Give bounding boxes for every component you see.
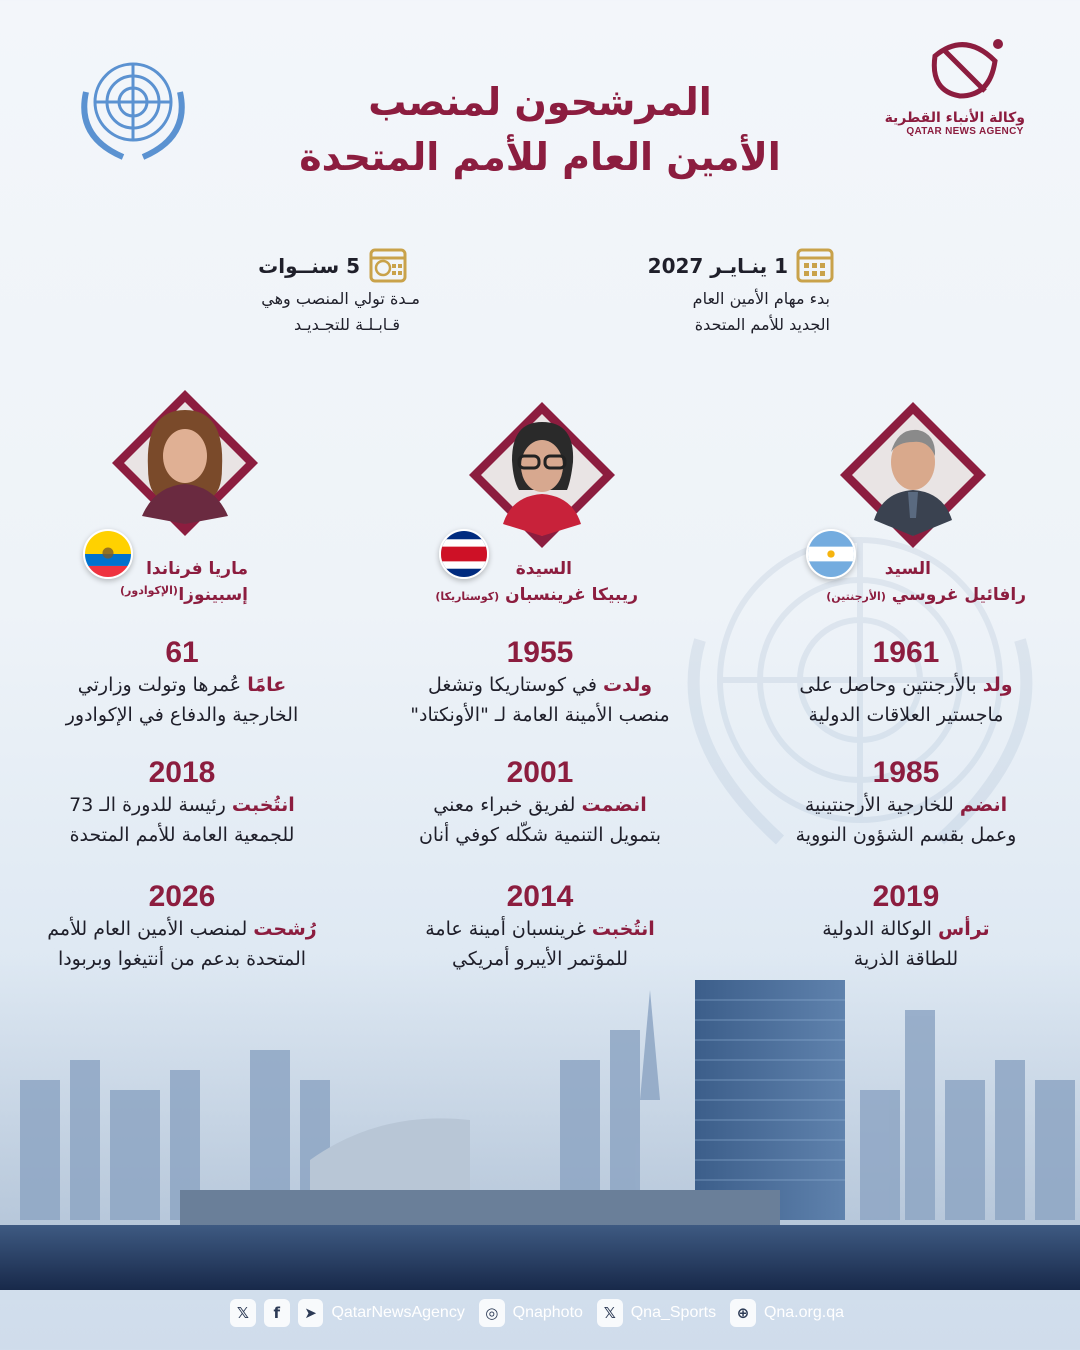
country-label: (الأرجنتين) bbox=[826, 590, 886, 603]
event-keyword: ولدت bbox=[603, 674, 653, 696]
event-desc bbox=[726, 914, 1080, 944]
handle-photo[interactable]: Qnaphoto bbox=[512, 1304, 583, 1321]
event-year: 2014 bbox=[506, 880, 574, 913]
event-text-line2: بتمويل التنمية شكّله كوفي أنان bbox=[418, 824, 662, 846]
event-text-line2: المتحدة بدعم من أنتيغوا وبربودا bbox=[57, 948, 307, 970]
event-desc bbox=[360, 670, 720, 700]
event-year: 2001 bbox=[506, 756, 574, 789]
timeline-grynspan-2 bbox=[360, 756, 720, 850]
event-text-line2: وعمل بقسم الشؤون النووية bbox=[795, 824, 1017, 846]
event-keyword: ترأس bbox=[938, 918, 990, 940]
timeline-grynspan bbox=[360, 636, 720, 730]
timeline-espinosa bbox=[2, 636, 362, 730]
event-text: في كوستاريكا وتشغل bbox=[427, 674, 604, 696]
qna-emblem-icon bbox=[920, 36, 1010, 106]
start-details bbox=[600, 286, 830, 338]
website-link[interactable]: Qna.org.qa bbox=[763, 1304, 844, 1321]
event-text: بالأرجنتين وحاصل على bbox=[799, 674, 983, 696]
event-desc bbox=[726, 670, 1080, 700]
agency-name-ar: وكالة الأنباء القطرية bbox=[884, 110, 1025, 126]
candidate-name-espinosa bbox=[100, 556, 248, 605]
event-keyword: انضمت bbox=[581, 794, 647, 816]
telegram-icon[interactable]: ➤ bbox=[298, 1299, 324, 1327]
start-line1: بدء مهام الأمين العام bbox=[692, 289, 830, 308]
event-keyword: انضم bbox=[959, 794, 1008, 816]
term-headline: 5 سنــوات bbox=[258, 254, 360, 278]
x-icon[interactable]: 𝕏 bbox=[230, 1299, 256, 1327]
event-text: رئيسة للدورة الـ 73 bbox=[69, 794, 232, 816]
qna-logo bbox=[884, 36, 1025, 156]
event-text: غرينسبان أمينة عامة bbox=[425, 918, 592, 940]
name-line2: إسبينوزا bbox=[178, 585, 248, 605]
name-line2: رافائيل غروسي bbox=[891, 585, 1026, 605]
country-label: (الإكوادور) bbox=[120, 584, 178, 597]
timeline-grossi-2 bbox=[726, 756, 1080, 850]
agency-name-en: QATAR NEWS AGENCY bbox=[906, 126, 1024, 137]
globe-icon[interactable]: ⊕ bbox=[730, 1299, 756, 1327]
start-line2: الجديد للأمم المتحدة bbox=[694, 315, 830, 334]
event-text-line2: منصب الأمينة العامة لـ "الأونكتاد" bbox=[410, 704, 670, 726]
name-line1: ماريا فرناندا bbox=[146, 559, 248, 579]
social-footer bbox=[230, 1296, 850, 1330]
term-line1: مـدة تولي المنصب وهي bbox=[261, 289, 420, 308]
timeline-grossi bbox=[726, 636, 1080, 730]
instagram-icon[interactable]: ◎ bbox=[479, 1299, 505, 1327]
event-keyword: رُشحت bbox=[253, 918, 317, 940]
facebook-icon[interactable]: f bbox=[264, 1299, 290, 1327]
event-year: 61 bbox=[165, 636, 199, 669]
handle-main[interactable]: QatarNewsAgency bbox=[331, 1304, 465, 1321]
event-desc bbox=[2, 914, 362, 944]
handle-sports[interactable]: Qna_Sports bbox=[630, 1304, 717, 1321]
candidate-name-grynspan bbox=[400, 556, 638, 610]
country-label: (كوستاريكا) bbox=[435, 590, 500, 603]
candidate-portrait-espinosa bbox=[110, 388, 260, 538]
event-keyword: انتُخبت bbox=[591, 918, 655, 940]
candidate-name-grossi bbox=[780, 556, 1026, 610]
event-text: الوكالة الدولية bbox=[822, 918, 938, 940]
calendar-clock-icon bbox=[368, 244, 408, 284]
event-text-line2: الخارجية والدفاع في الإكوادور bbox=[65, 704, 299, 726]
event-desc bbox=[360, 790, 720, 820]
event-text-line2: ماجستير العلاقات الدولية bbox=[808, 704, 1004, 726]
skyline-illustration bbox=[0, 960, 1080, 1290]
calendar-icon bbox=[795, 244, 835, 284]
event-text-line2: للجمعية العامة للأمم المتحدة bbox=[69, 824, 295, 846]
start-headline: 1 ينـايـر 2027 bbox=[647, 254, 788, 278]
event-desc bbox=[2, 670, 362, 700]
event-text: لفريق خبراء معني bbox=[433, 794, 582, 816]
event-text-line2: للمؤتمر الأيبرو أمريكي bbox=[451, 948, 629, 970]
timeline-espinosa-2 bbox=[2, 756, 362, 850]
un-emblem-icon bbox=[68, 52, 198, 162]
timeline-espinosa-3 bbox=[2, 880, 362, 974]
term-info bbox=[200, 254, 360, 278]
term-line2: قـابـلـة للتجـديـد bbox=[294, 315, 400, 334]
event-text: لمنصب الأمين العام للأمم bbox=[47, 918, 254, 940]
event-desc bbox=[2, 790, 362, 820]
event-year: 2019 bbox=[872, 880, 940, 913]
x-sports-icon[interactable]: 𝕏 bbox=[597, 1299, 623, 1327]
event-year: 1985 bbox=[872, 756, 940, 789]
event-text: عُمرها وتولت وزارتي bbox=[77, 674, 248, 696]
term-details bbox=[200, 286, 420, 338]
name-line1: السيدة bbox=[515, 559, 572, 579]
name-line1: السيد bbox=[884, 559, 931, 579]
event-keyword: عامًا bbox=[247, 674, 287, 696]
event-keyword: انتُخبت bbox=[231, 794, 295, 816]
event-text: للخارجية الأرجنتينية bbox=[804, 794, 960, 816]
event-desc bbox=[360, 914, 720, 944]
candidate-portrait-grossi bbox=[838, 400, 988, 550]
event-year: 2026 bbox=[148, 880, 216, 913]
start-info bbox=[600, 254, 788, 278]
event-year: 1955 bbox=[506, 636, 574, 669]
event-year: 1961 bbox=[872, 636, 940, 669]
event-keyword: ولد bbox=[982, 674, 1013, 696]
event-year: 2018 bbox=[148, 756, 216, 789]
page-title-line2: الأمين العام للأمم المتحدة bbox=[299, 135, 781, 179]
timeline-grossi-3 bbox=[726, 880, 1080, 974]
name-line2: ريبيكا غرينسبان bbox=[505, 585, 638, 605]
candidate-portrait-grynspan bbox=[467, 400, 617, 550]
page-title-line1: المرشحون لمنصب bbox=[368, 80, 712, 124]
timeline-grynspan-3 bbox=[360, 880, 720, 974]
event-text-line2: للطاقة الذرية bbox=[853, 948, 959, 970]
event-desc bbox=[726, 790, 1080, 820]
